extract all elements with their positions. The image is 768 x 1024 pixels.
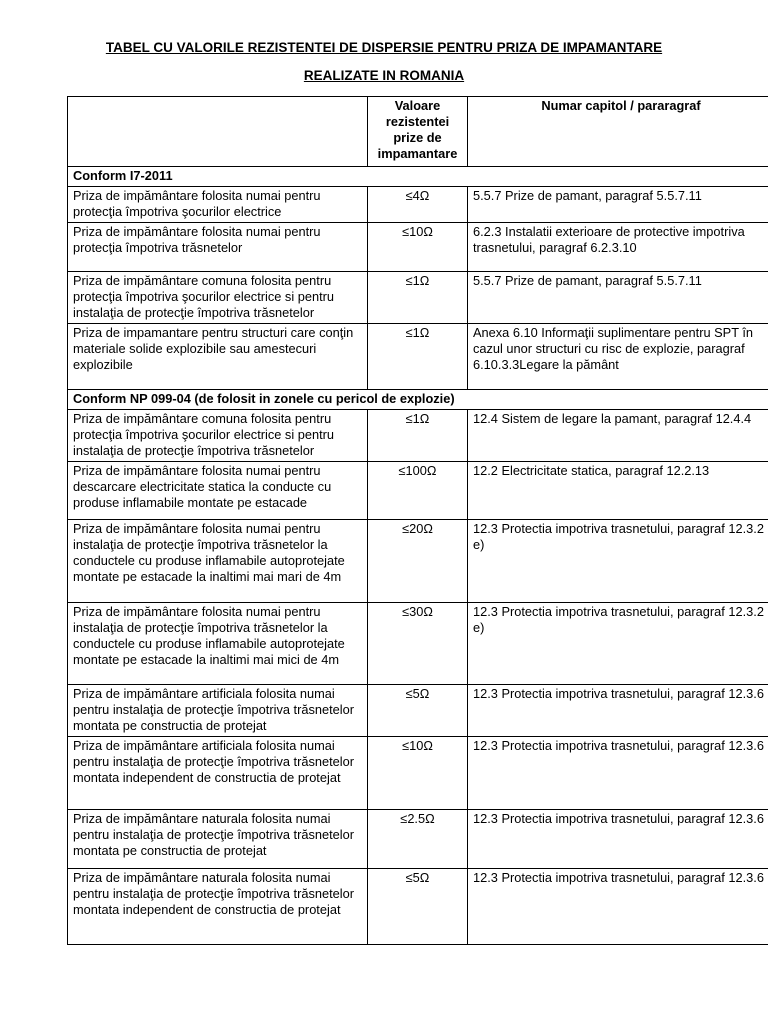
table-row	[68, 685, 768, 737]
section-row	[68, 167, 768, 187]
row-value: ≤30Ω	[368, 603, 468, 685]
row-description: Priza de impământare artificiala folosita numai pentru instalaţia de protecţie împotriva trăsnetelor montata independent de constructia de protejat	[68, 737, 368, 810]
section-title: Conform NP 099-04 (de folosit in zonele cu pericol de explozie)	[68, 390, 768, 410]
table-row	[68, 410, 768, 462]
table-row	[68, 223, 768, 272]
row-value: ≤1Ω	[368, 410, 468, 462]
row-reference: 5.5.7 Prize de pamant, paragraf 5.5.7.11	[468, 272, 768, 324]
table-row	[68, 869, 768, 945]
table-row	[68, 462, 768, 520]
row-value: ≤5Ω	[368, 685, 468, 737]
row-value: ≤5Ω	[368, 869, 468, 945]
resistance-table	[67, 96, 768, 945]
row-value: ≤2.5Ω	[368, 810, 468, 869]
row-reference: 12.2 Electricitate statica, paragraf 12.2.13	[468, 462, 768, 520]
row-reference: 12.3 Protectia impotriva trasnetului, paragraf 12.3.2 e)	[468, 603, 768, 685]
row-reference: 6.2.3 Instalatii exterioare de protective impotriva trasnetului, paragraf 6.2.3.10	[468, 223, 768, 272]
table-row	[68, 737, 768, 810]
row-description: Priza de impământare artificiala folosita numai pentru instalaţia de protecţie împotriva trăsnetelor montata pe constructia de protejat	[68, 685, 368, 737]
row-reference: 12.3 Protectia impotriva trasnetului, paragraf 12.3.6	[468, 737, 768, 810]
row-description: Priza de impământare folosita numai pentru protecţia împotriva trăsnetelor	[68, 223, 368, 272]
header-value: Valoare rezistentei prize de impamantare	[368, 97, 468, 167]
row-value: ≤1Ω	[368, 272, 468, 324]
row-description: Priza de impământare folosita numai pentru instalaţia de protecţie împotriva trăsnetelor la conductele cu produse inflamabile autoprotejate montate pe estacade la inaltimi mai mici de 4m	[68, 603, 368, 685]
page-subtitle: REALIZATE IN ROMANIA	[303, 68, 465, 83]
row-description: Priza de impământare comuna folosita pentru protecţia împotriva şocurilor electrice si pentru instalaţia de protecţie împotriva trăsnetelor	[68, 410, 368, 462]
table-row	[68, 520, 768, 603]
row-description: Priza de impământare folosita numai pentru instalaţia de protecţie împotriva trăsnetelor la conductele cu produse inflamabile autoprotejate montate pe estacade la inaltimi mai mari de 4m	[68, 520, 368, 603]
row-reference: 12.3 Protectia impotriva trasnetului, paragraf 12.3.6	[468, 685, 768, 737]
header-description	[68, 97, 368, 167]
row-reference: 12.3 Protectia impotriva trasnetului, paragraf 12.3.2 e)	[468, 520, 768, 603]
row-value: ≤1Ω	[368, 324, 468, 390]
row-reference: 12.3 Protectia impotriva trasnetului, paragraf 12.3.6	[468, 810, 768, 869]
row-value: ≤4Ω	[368, 187, 468, 223]
row-reference: 12.3 Protectia impotriva trasnetului, paragraf 12.3.6	[468, 869, 768, 945]
row-description: Priza de impământare naturala folosita numai pentru instalaţia de protecţie împotriva trăsnetelor montata independent de constructia de protejat	[68, 869, 368, 945]
row-description: Priza de impamantare pentru structuri care conţin materiale solide explozibile sau amestecuri explozibile	[68, 324, 368, 390]
row-value: ≤10Ω	[368, 737, 468, 810]
row-reference: 12.4 Sistem de legare la pamant, paragraf 12.4.4	[468, 410, 768, 462]
header-reference: Numar capitol / pararagraf	[468, 97, 768, 167]
table-row	[68, 603, 768, 685]
row-description: Priza de impământare folosita numai pentru protecţia împotriva şocurilor electrice	[68, 187, 368, 223]
row-description: Priza de impământare comuna folosita pentru protecţia împotriva şocurilor electrice si pentru instalaţia de protecţie împotriva trăsnetelor	[68, 272, 368, 324]
table-row	[68, 187, 768, 223]
table-row	[68, 810, 768, 869]
row-reference: Anexa 6.10 Informaţii suplimentare pentru SPT în cazul unor structuri cu risc de explozie, paragraf 6.10.3.3Legare la pământ	[468, 324, 768, 390]
row-value: ≤100Ω	[368, 462, 468, 520]
section-title: Conform I7-2011	[68, 167, 768, 187]
section-row	[68, 390, 768, 410]
row-reference: 5.5.7 Prize de pamant, paragraf 5.5.7.11	[468, 187, 768, 223]
row-description: Priza de impământare naturala folosita numai pentru instalaţia de protecţie împotriva trăsnetelor montata pe constructia de protejat	[68, 810, 368, 869]
row-value: ≤20Ω	[368, 520, 468, 603]
table-row	[68, 324, 768, 390]
page-title: TABEL CU VALORILE REZISTENTEI DE DISPERSIE PENTRU PRIZA DE IMPAMANTARE	[105, 40, 663, 55]
row-value: ≤10Ω	[368, 223, 468, 272]
row-description: Priza de impământare folosita numai pentru descarcare electricitate statica la conducte cu produse inflamabile montate pe estacade	[68, 462, 368, 520]
table-row	[68, 272, 768, 324]
